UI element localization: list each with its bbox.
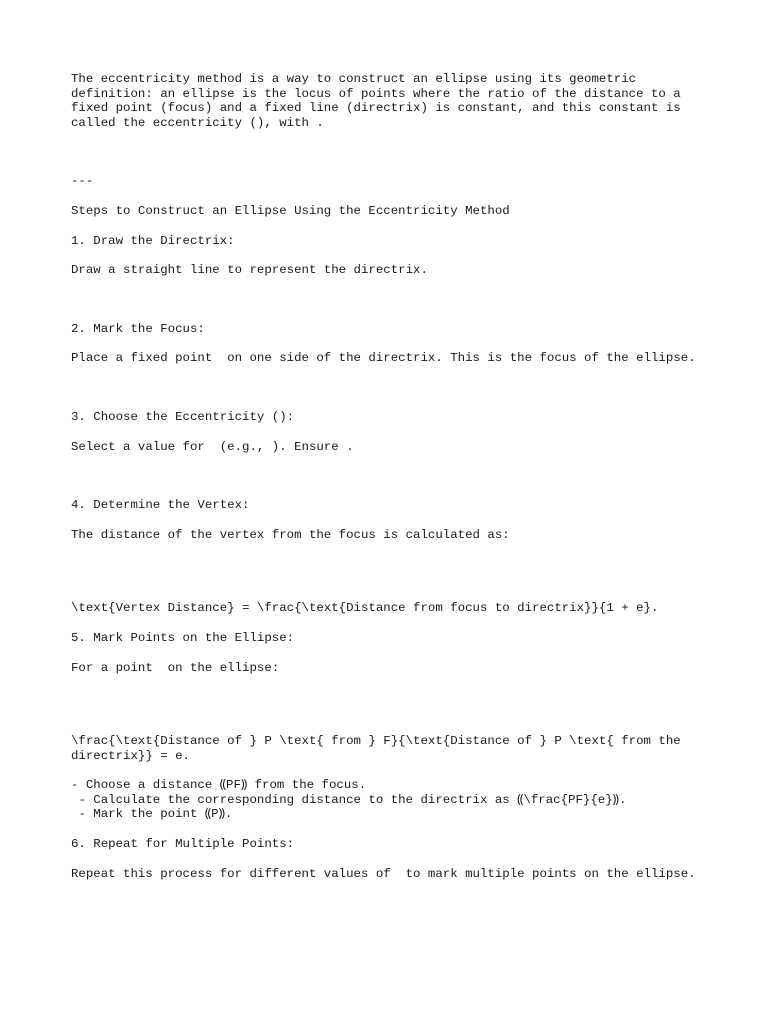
document-heading: Steps to Construct an Ellipse Using the Eccentricity Method <box>71 203 510 218</box>
step-1-title: 1. Draw the Directrix: <box>71 233 235 248</box>
step-3-body: Select a value for (e.g., ). Ensure . <box>71 439 354 454</box>
step-4-formula: \text{Vertex Distance} = \frac{\text{Distance from focus to directrix}}{1 + e}. <box>71 601 659 616</box>
step-1-body: Draw a straight line to represent the directrix. <box>71 263 428 278</box>
document-page <box>71 72 701 881</box>
step-5-bullet-item: - Choose a distance ⸨PF⸩ from the focus. <box>71 778 367 793</box>
step-4-body: The distance of the vertex from the focus is calculated as: <box>71 527 510 542</box>
step-2-title: 2. Mark the Focus: <box>71 321 205 336</box>
step-5-formula: \frac{\text{Distance of } P \text{ from } F}{\text{Distance of } P \text{ from the directrix}} = e. <box>71 734 689 763</box>
step-5-title: 5. Mark Points on the Ellipse: <box>71 630 295 645</box>
intro-paragraph: The eccentricity method is a way to construct an ellipse using its geometric definition: an ellipse is the locus of points where the ratio of the distance to a fixed point (focus) and a fixed line (directrix) is constant, and this constant is called the eccentricity (), with . <box>71 72 689 130</box>
step-6-body: Repeat this process for different values of to mark multiple points on the ellipse. <box>71 866 696 881</box>
step-5-bullet-item: - Mark the point ⸨P⸩. <box>71 807 233 822</box>
step-5-bullet-list <box>71 778 701 822</box>
step-3-title: 3. Choose the Eccentricity (): <box>71 409 295 424</box>
step-5-body: For a point on the ellipse: <box>71 660 280 675</box>
step-4-title: 4. Determine the Vertex: <box>71 498 250 513</box>
separator-line: --- <box>71 174 94 189</box>
step-5-bullet-item: - Calculate the corresponding distance to the directrix as ⸨\frac{PF}{e}⸩. <box>71 792 627 807</box>
step-6-title: 6. Repeat for Multiple Points: <box>71 837 295 852</box>
step-2-body: Place a fixed point on one side of the directrix. This is the focus of the ellipse. <box>71 351 696 366</box>
